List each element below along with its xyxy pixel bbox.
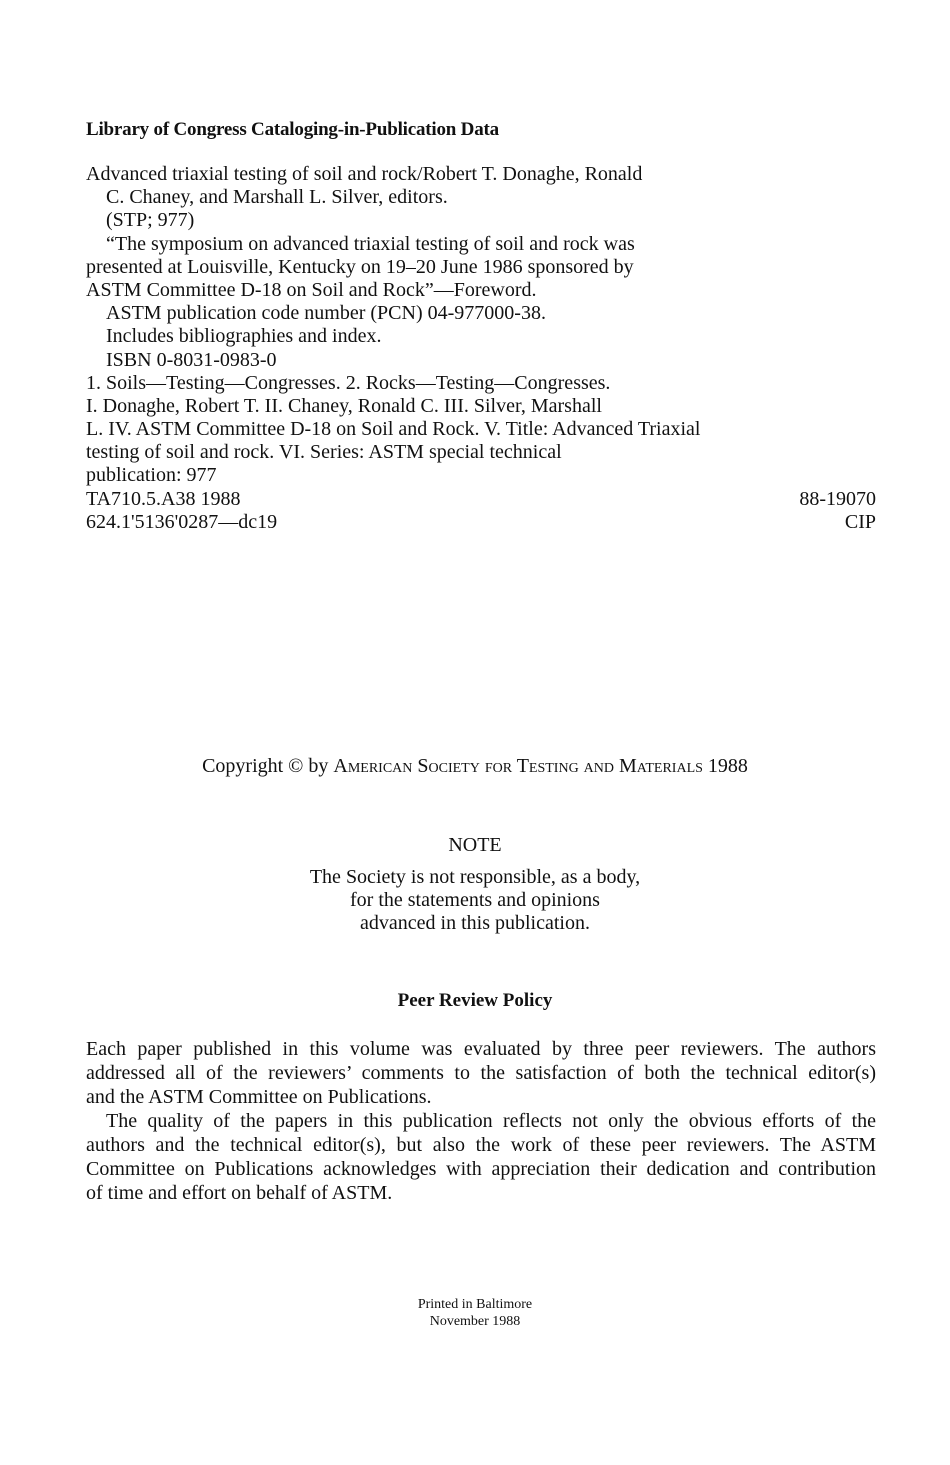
cip-line: “The symposium on advanced triaxial testing of soil and rock was <box>106 232 635 255</box>
cip-line: ASTM Committee D-18 on Soil and Rock”—Foreword. <box>86 278 537 301</box>
copyright-prefix: Copyright © by <box>202 755 329 777</box>
cip-heading: Library of Congress Cataloging-in-Publication Data <box>86 119 499 140</box>
cip-line: C. Chaney, and Marshall L. Silver, editors. <box>106 186 448 209</box>
cip-line: Includes bibliographies and index. <box>106 325 382 348</box>
note-title: NOTE <box>448 834 502 856</box>
peer-review-line: and the ASTM Committee on Publications. <box>86 1086 432 1108</box>
cip-subjects-line: 1. Soils—Testing—Congresses. 2. Rocks—Testing—Congresses. <box>86 371 611 394</box>
note-line: advanced in this publication. <box>360 912 590 934</box>
copyright-line <box>0 755 950 778</box>
cip-line: publication: 977 <box>86 464 217 487</box>
cip-line: I. Donaghe, Robert T. II. Chaney, Ronald C. III. Silver, Marshall <box>86 394 602 417</box>
cip-line: ASTM publication code number (PCN) 04-977000-38. <box>106 302 546 325</box>
cip-line: ISBN 0-8031-0983-0 <box>106 348 277 371</box>
cip-dewey-row <box>86 511 876 534</box>
cip-record <box>86 163 876 534</box>
note-body <box>0 866 950 935</box>
note-line: The Society is not responsible, as a body, <box>309 866 641 888</box>
peer-review-line: authors and the technical editor(s), but also the work of these peer reviewers. The ASTM <box>86 1134 876 1156</box>
printed-info <box>0 1296 950 1330</box>
call-number: TA710.5.A38 1988 <box>86 487 241 510</box>
printed-location: Printed in Baltimore <box>417 1297 533 1312</box>
cip-call-number-row <box>86 488 876 511</box>
peer-review-line: Each paper published in this volume was evaluated by three peer reviewers. The authors <box>86 1038 876 1060</box>
peer-review-line: of time and effort on behalf of ASTM. <box>86 1182 393 1204</box>
peer-review-line: The quality of the papers in this publication reflects not only the obvious efforts of the <box>106 1110 876 1132</box>
peer-review-title: Peer Review Policy <box>397 990 553 1011</box>
peer-review-line: Committee on Publications acknowledges with appreciation their dedication and contribution <box>86 1158 876 1180</box>
lccn: 88-19070 <box>799 487 876 510</box>
cip-line: (STP; 977) <box>106 209 195 232</box>
copyright-org: American Society for Testing and Materials <box>333 755 703 777</box>
peer-review-body <box>86 1037 876 1205</box>
dewey-number: 624.1'5136'0287—dc19 <box>86 510 278 533</box>
cip-label: CIP <box>844 510 876 533</box>
peer-review-line: addressed all of the reviewers’ comments to the satisfaction of both the technical editor(s) <box>86 1062 876 1084</box>
note-line: for the statements and opinions <box>350 889 600 911</box>
copyright-year: 1988 <box>707 755 748 777</box>
cip-line: L. IV. ASTM Committee D-18 on Soil and Rock. V. Title: Advanced Triaxial <box>86 418 701 441</box>
cip-title-line: Advanced triaxial testing of soil and rock/Robert T. Donaghe, Ronald <box>86 163 643 185</box>
cip-line: presented at Louisville, Kentucky on 19–20 June 1986 sponsored by <box>86 255 634 278</box>
printed-date: November 1988 <box>429 1314 521 1329</box>
cip-line: testing of soil and rock. VI. Series: ASTM special technical <box>86 441 562 464</box>
